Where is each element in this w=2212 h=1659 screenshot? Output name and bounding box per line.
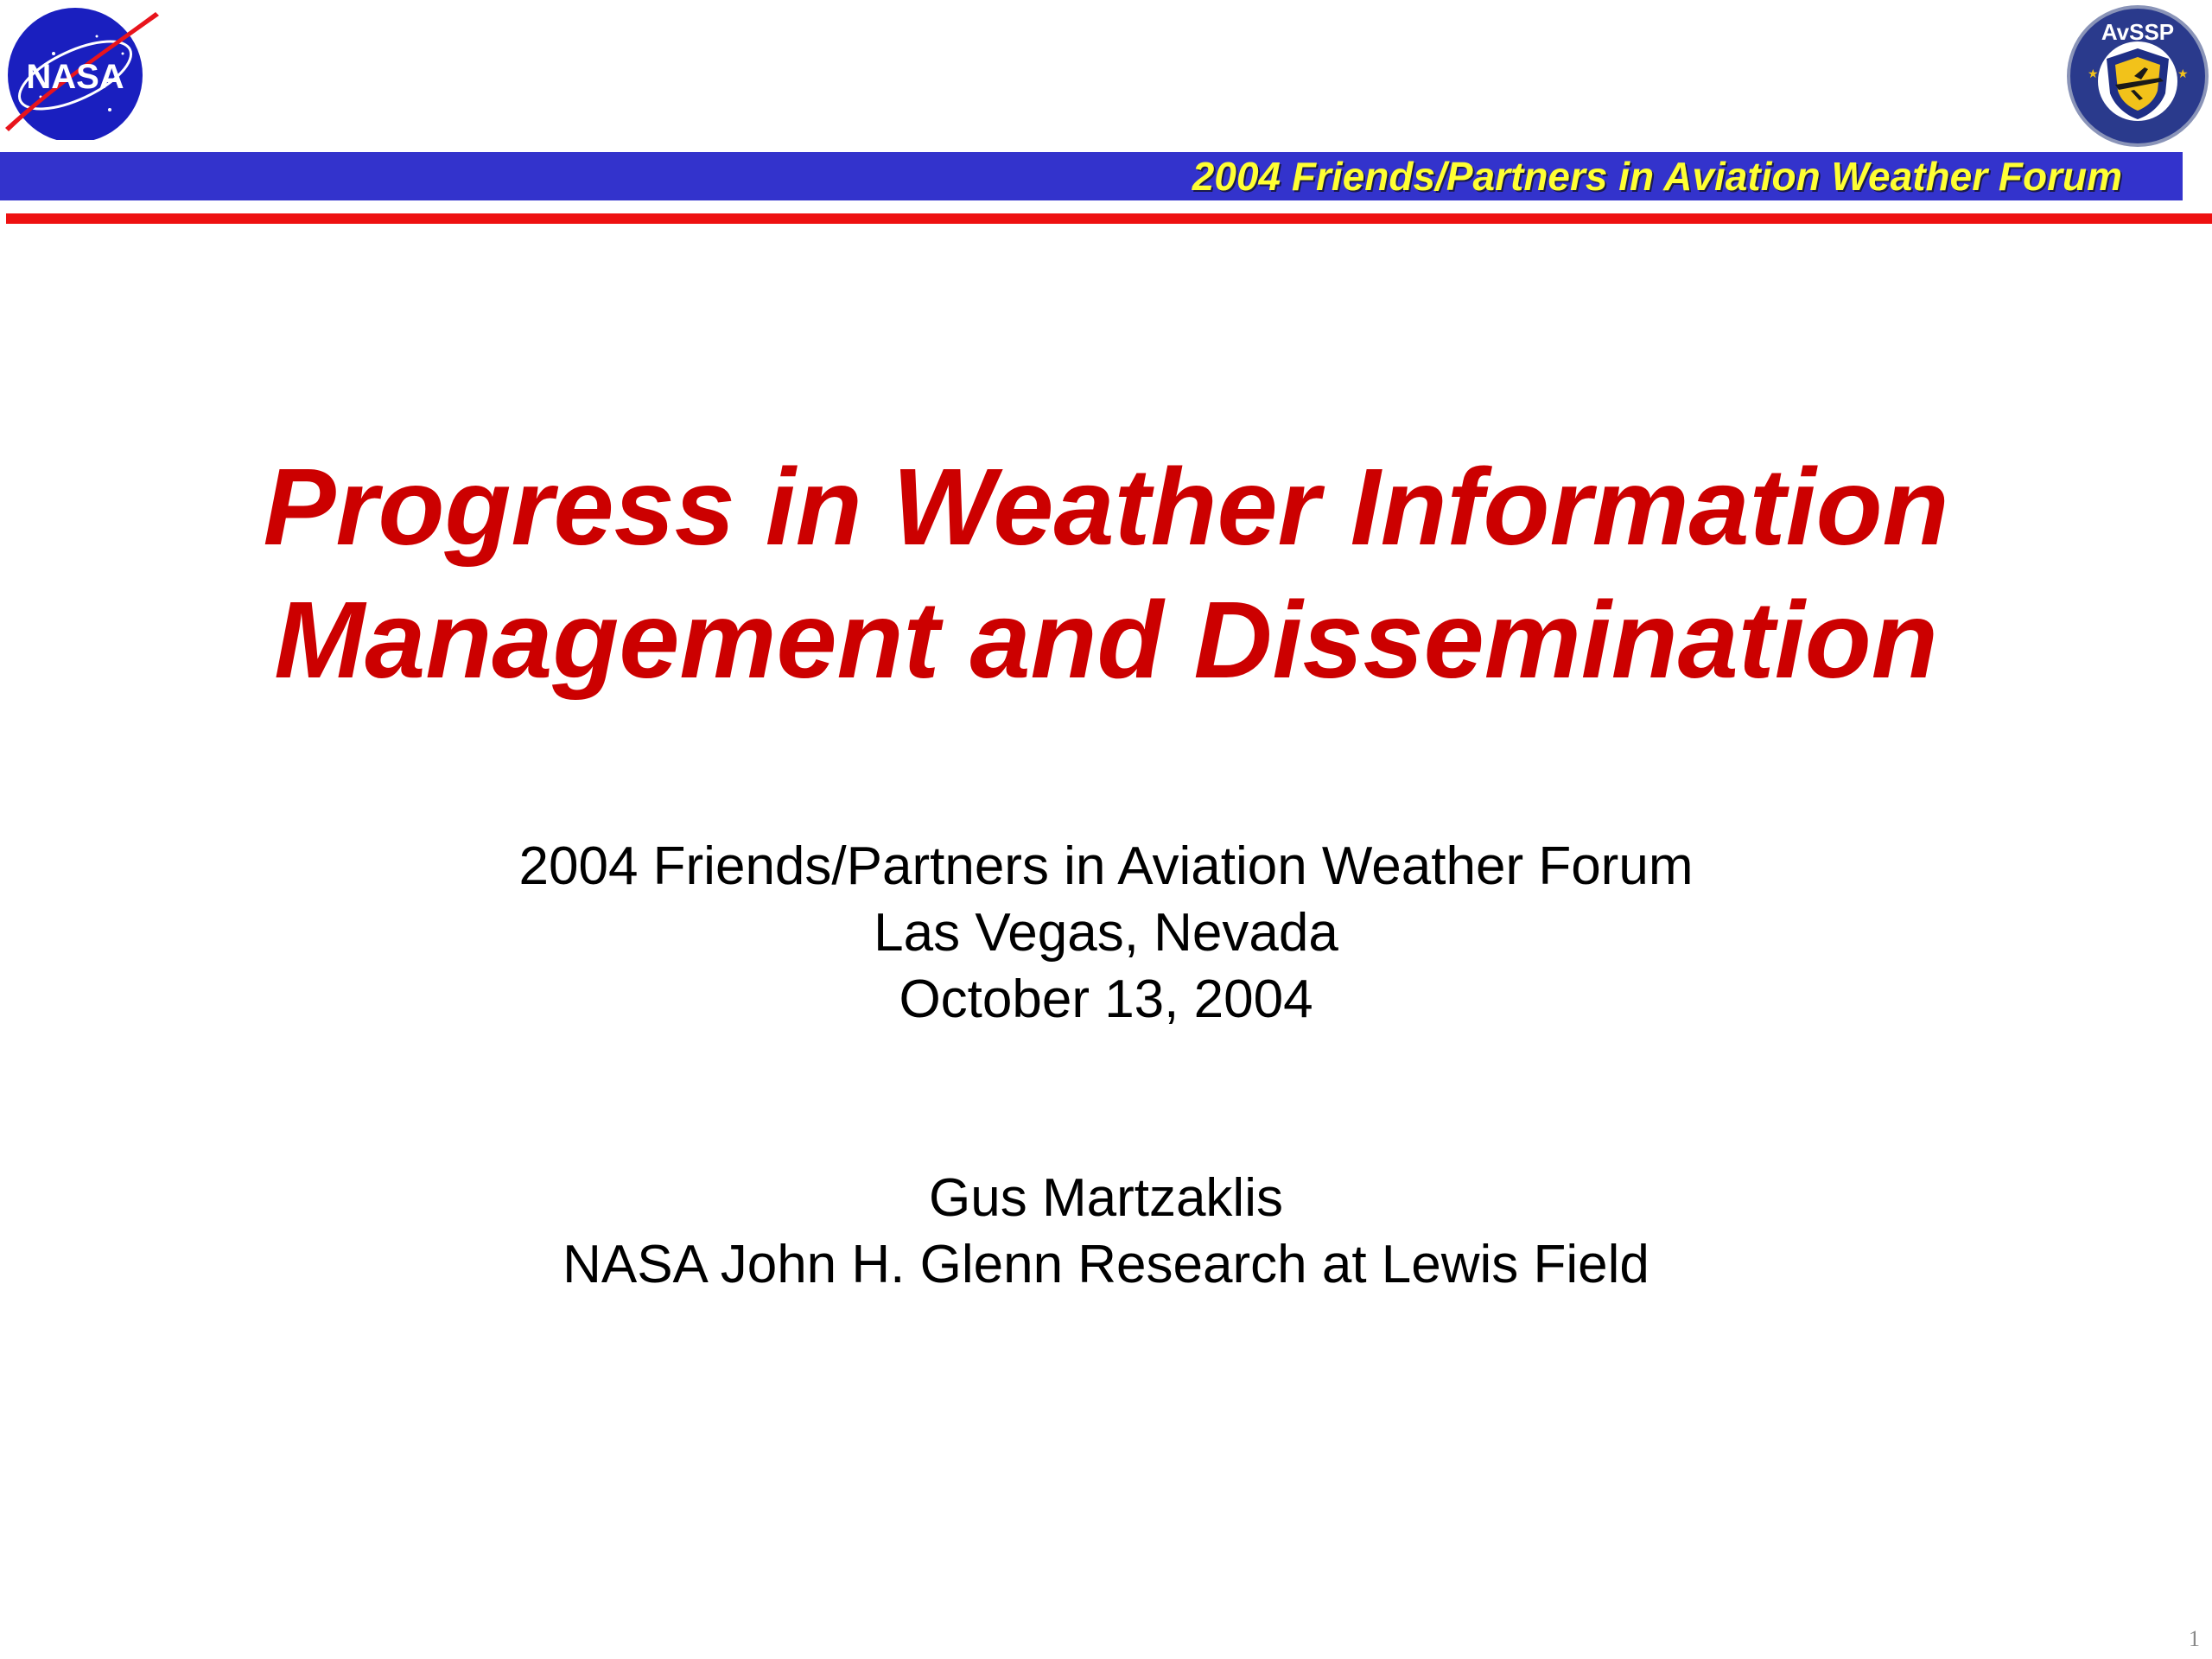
author-organization: NASA John H. Glenn Research at Lewis Field — [563, 1235, 1649, 1294]
header-divider — [6, 213, 2212, 224]
nasa-logo — [2, 2, 162, 140]
slide-title-line-1: Progress in Weather Information — [263, 446, 1949, 568]
event-location: Las Vegas, Nevada — [874, 903, 1338, 963]
svg-text:★: ★ — [2088, 67, 2099, 80]
slide-title — [0, 441, 2212, 707]
header-band — [0, 152, 2183, 200]
nasa-meatball-icon — [2, 2, 162, 140]
avssp-emblem-icon — [2065, 3, 2210, 149]
slide-number: 1 — [2189, 1626, 2200, 1651]
avssp-logo — [2065, 3, 2210, 149]
author-info — [0, 1165, 2212, 1298]
nasa-logo-text: NASA — [26, 58, 124, 96]
header-band-title: 2004 Friends/Partners in Aviation Weather Forum — [1192, 154, 2122, 199]
author-name: Gus Martzaklis — [929, 1168, 1283, 1228]
slide-title-line-2: Management and Dissemination — [274, 579, 1938, 701]
event-name: 2004 Friends/Partners in Aviation Weather Forum — [518, 836, 1694, 896]
event-info — [0, 833, 2212, 1033]
event-date: October 13, 2004 — [899, 969, 1313, 1029]
svg-text:★: ★ — [2177, 67, 2189, 80]
avssp-logo-text: AvSSP — [2101, 19, 2175, 45]
